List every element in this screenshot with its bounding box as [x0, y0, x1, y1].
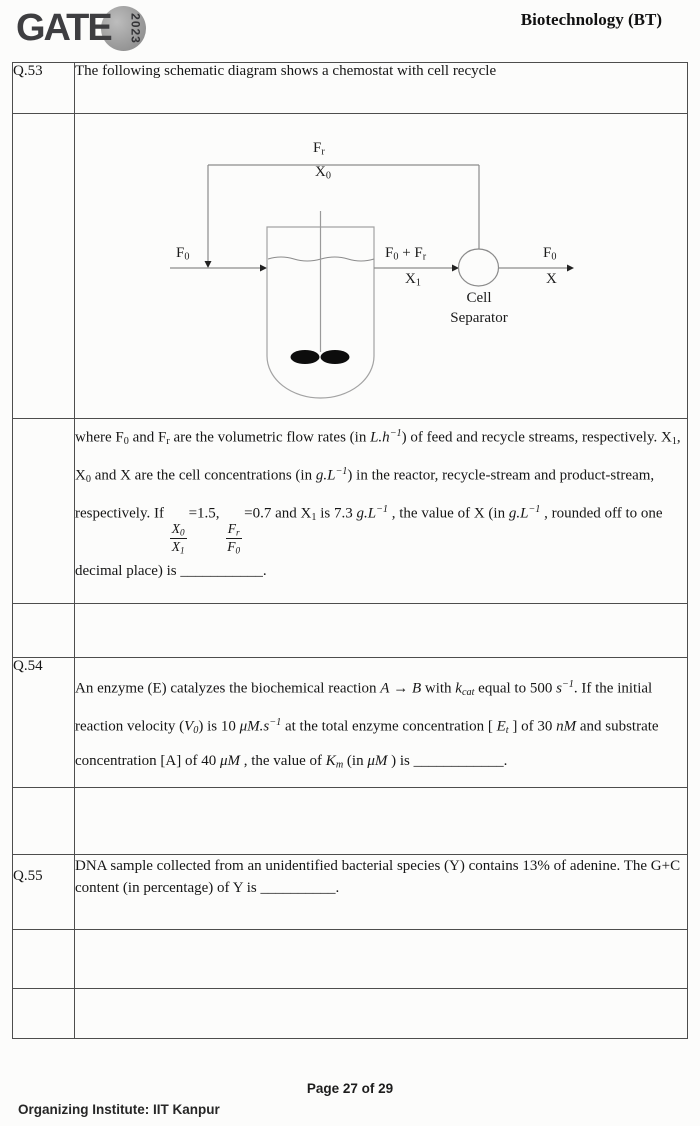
spacer-row [13, 930, 688, 989]
gate-logo [16, 4, 166, 56]
chemostat-diagram-lines [75, 114, 687, 417]
empty-cell [75, 788, 688, 855]
q53-intro-row [13, 63, 688, 114]
feed-flow-label: $F_0$ [176, 245, 190, 263]
q53-body-row [13, 419, 688, 604]
empty-cell [13, 989, 75, 1039]
gate-logo-year: 2023 [129, 13, 143, 44]
product-flow-label: $F_0$ [543, 245, 557, 263]
recycle-flow-label: $F_r$ [313, 140, 325, 158]
q55-row [13, 855, 688, 930]
reactor-outlet-concentration-label: $X_1$ [405, 271, 421, 289]
recycle-concentration-label: $X_0$ [315, 164, 331, 182]
q54-row [13, 658, 688, 788]
empty-cell [13, 604, 75, 658]
organizing-institute-label: Organizing Institute: IIT Kanpur [18, 1102, 220, 1117]
q55-body-text: DNA sample collected from an unidentified bacterial species (Y) contains 13% of adenine. The G+C content (in percentage) of Y is __________. [75, 855, 688, 930]
empty-cell [75, 989, 688, 1039]
page-number-label: Page 27 of 29 [306, 1081, 394, 1096]
cell-separator-label [431, 288, 527, 328]
chemostat-diagram [75, 114, 687, 417]
empty-cell [75, 930, 688, 989]
q53-body-text: where $F_0$ and $F_r$ are the volumetric flow rates (in $L.h^{-1}$) of feed and recycle streams, respectively. $X_1$, $X_0$ and X are the cell concentrations (in $g.L^{-1}$) in the reactor, recycle-stream and product-stream, respectively. If $\frac{X_0}{X_1}$ =1.5, $\frac{F_r}{F_0}$ =0.7 and $X_1$ is 7.3 $g.L^{-1}$ , the value of X (in $g.L^{-1}$ , rounded off to one decimal place) is ___________. [75, 419, 688, 604]
cell-separator-label-line1: Cell [466, 290, 492, 306]
cell-separator-label-line2: Separator [450, 310, 508, 326]
spacer-row [13, 604, 688, 658]
paper-subject-title: Biotechnology (BT) [520, 10, 662, 29]
q53-diagram-cell [75, 114, 688, 419]
empty-cell [75, 604, 688, 658]
empty-cell [13, 114, 75, 419]
empty-cell [13, 930, 75, 989]
gate-logo-text: GATE [16, 7, 111, 49]
reactor-outlet-flow-label: $F_0 + F_r$ [385, 245, 427, 263]
q53-intro-text: The following schematic diagram shows a chemostat with cell recycle [75, 63, 688, 114]
q55-number: Q.55 [13, 855, 75, 930]
q54-number: Q.54 [13, 658, 75, 788]
q53-diagram-row [13, 114, 688, 419]
spacer-row [13, 989, 688, 1039]
empty-cell [13, 788, 75, 855]
empty-cell [13, 419, 75, 604]
spacer-row [13, 788, 688, 855]
product-concentration-label: X [546, 271, 557, 287]
q53-number: Q.53 [13, 63, 75, 114]
question-table [12, 62, 688, 1039]
q54-body-text: An enzyme (E) catalyzes the biochemical reaction A → B with $k_{cat}$ equal to 500 $s^{-1}$. If the initial reaction velocity $(V_0)$ is 10 $\mu M.s^{-1}$ at the total enzyme concentration [ $E_t$ ] of 30 nM and substrate concentration [A] of 40 μM , the value of $K_m$ (in μM ) is ____________. [75, 658, 688, 788]
